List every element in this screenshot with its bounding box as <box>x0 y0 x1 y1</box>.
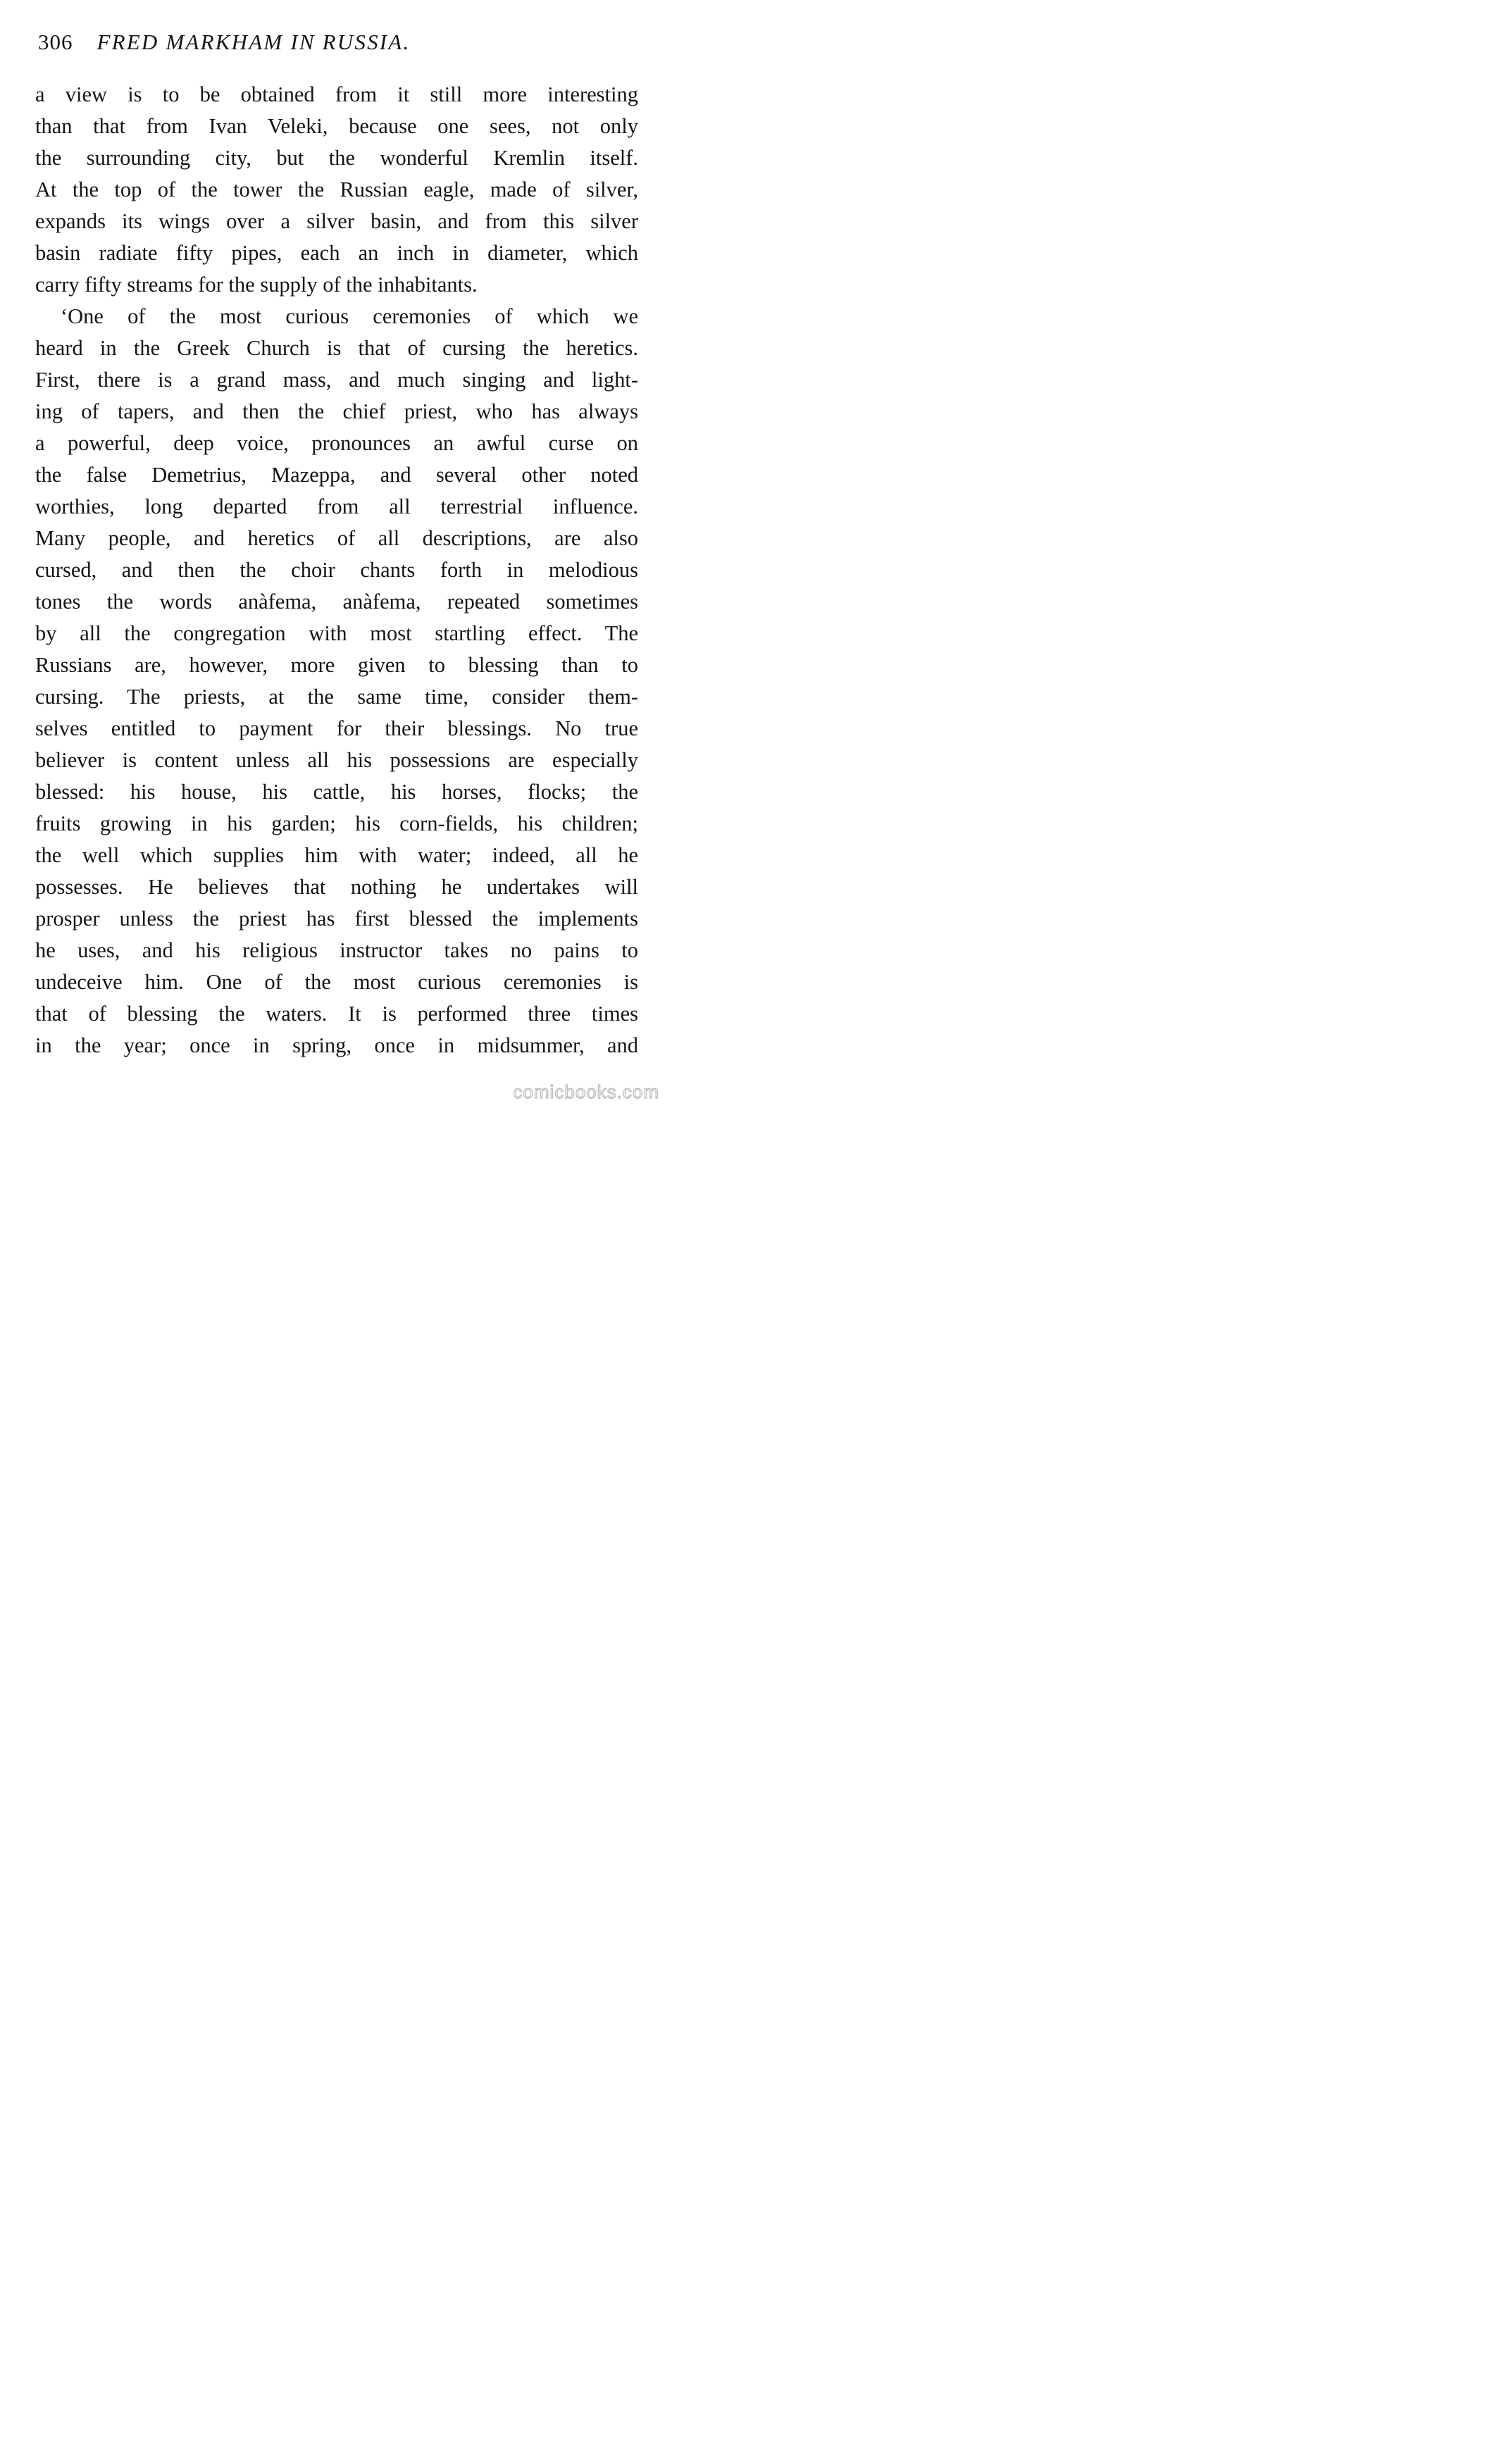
text-line: Many people, and heretics of all descriptions, are also <box>35 526 638 550</box>
text-line: he uses, and his religious instructor takes no pains to <box>35 938 638 962</box>
text-line: tones the words anàfema, anàfema, repeated sometimes <box>35 590 638 614</box>
text-line: fruits growing in his garden; his corn-fields, his children; <box>35 811 638 835</box>
book-title: FRED MARKHAM IN RUSSIA. <box>97 30 411 54</box>
page-text <box>35 79 638 1062</box>
page-number: 306 <box>38 30 73 54</box>
text-line: cursing. The priests, at the same time, consider them- <box>35 685 638 709</box>
text-line: basin radiate fifty pipes, each an inch in diameter, which <box>35 241 638 265</box>
text-line: worthies, long departed from all terrestrial influence. <box>35 494 638 518</box>
text-line: cursed, and then the choir chants forth in melodious <box>35 558 638 582</box>
text-line: selves entitled to payment for their blessings. No true <box>35 716 638 740</box>
text-line: that of blessing the waters. It is performed three times <box>35 1002 638 1026</box>
text-line: Russians are, however, more given to blessing than to <box>35 653 638 677</box>
text-line: in the year; once in spring, once in midsummer, and <box>35 1033 638 1057</box>
paragraph-start-line: ‘One of the most curious ceremonies of which we <box>61 304 638 328</box>
text-line: the false Demetrius, Mazeppa, and several other noted <box>35 463 638 487</box>
text-line: by all the congregation with most startling effect. The <box>35 621 638 645</box>
text-line: the well which supplies him with water; indeed, all he <box>35 843 638 867</box>
text-line: prosper unless the priest has first blessed the implements <box>35 907 638 931</box>
text-line: expands its wings over a silver basin, and from this silver <box>35 209 638 233</box>
text-line: believer is content unless all his possessions are especially <box>35 748 638 772</box>
text-line: a view is to be obtained from it still more interesting <box>35 82 638 106</box>
text-line: possesses. He believes that nothing he undertakes will <box>35 875 638 899</box>
text-line: blessed: his house, his cattle, his horses, flocks; the <box>35 780 638 804</box>
text-line: At the top of the tower the Russian eagle, made of silver, <box>35 178 638 201</box>
text-line: a powerful, deep voice, pronounces an awful curse on <box>35 431 638 455</box>
paragraph-end-line: carry fifty streams for the supply of the inhabitants. <box>35 273 478 297</box>
running-head <box>38 30 644 62</box>
text-line: the surrounding city, but the wonderful Kremlin itself. <box>35 146 638 170</box>
text-line: than that from Ivan Veleki, because one sees, not only <box>35 114 638 138</box>
text-line: heard in the Greek Church is that of cursing the heretics. <box>35 336 638 360</box>
text-line: ing of tapers, and then the chief priest, who has always <box>35 399 638 423</box>
text-line: First, there is a grand mass, and much singing and light- <box>35 368 638 392</box>
text-line: undeceive him. One of the most curious ceremonies is <box>35 970 638 994</box>
watermark: comicbooks.com <box>513 1081 659 1102</box>
book-page <box>0 0 676 1112</box>
